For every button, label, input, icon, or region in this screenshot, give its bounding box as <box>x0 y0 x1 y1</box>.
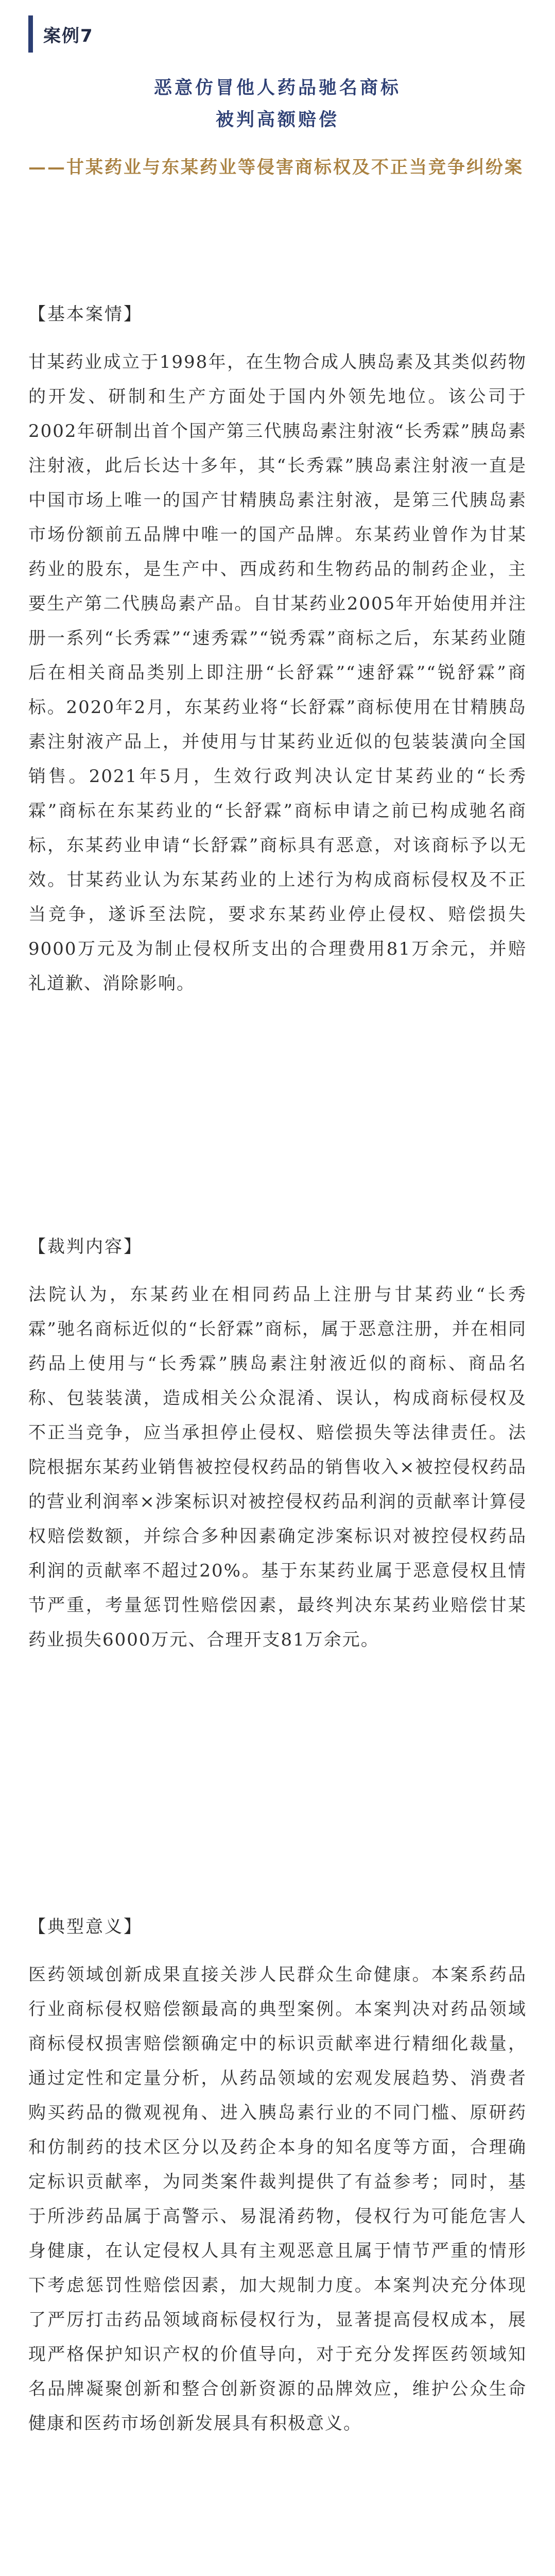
section-heading-basic-facts: 【基本案情】 <box>28 304 143 325</box>
section-body-significance: 医药领域创新成果直接关涉人民群众生命健康。本案系药品行业商标侵权赔偿额最高的典型案例。本案判决对药品领域商标侵权损害赔偿额确定中的标识贡献率进行精细化裁量，通过定性和定量分析，从药品领域的宏观发展趋势、消费者购买药品的微观视角、进入胰岛素行业的不同门槛、原研药和仿制药的技术区分以及药企本身的知名度等方面，合理确定标识贡献率，为同类案件裁判提供了有益参考；同时，基于所涉药品属于高警示、易混淆药物，侵权行为可能危害人身健康，在认定侵权人具有主观恶意且属于情节严重的情形下考虑惩罚性赔偿因素，加大规制力度。本案判决充分体现了严厉打击药品领域商标侵权行为，显著提高侵权成本，展现严格保护知识产权的价值导向，对于充分发挥医药领域知名品牌凝聚创新和整合创新资源的品牌效应，维护公众生命健康和医药市场创新发展具有积极意义。 <box>28 1964 527 2434</box>
section-body-ruling: 法院认为，东某药业在相同药品上注册与甘某药业“长秀霖”驰名商标近似的“长舒霖”商标，属于恶意注册，并在相同药品上使用与“长秀霖”胰岛素注射液近似的商标、商品名称、包装装潢，造成相关公众混淆、误认，构成商标侵权及不正当竞争，应当承担停止侵权、赔偿损失等法律责任。法院根据东某药业销售被控侵权药品的销售收入×被控侵权药品的营业利润率×涉案标识对被控侵权药品利润的贡献率计算侵权赔偿数额，并综合多种因素确定涉案标识对被控侵权药品利润的贡献率不超过20%。基于东某药业属于恶意侵权且情节严重，考量惩罚性赔偿因素，最终判决东某药业赔偿甘某药业损失6000万元、合理开支81万余元。 <box>28 1284 527 1650</box>
section-ruling <box>28 1231 527 1657</box>
article-title <box>0 72 555 136</box>
section-heading-significance: 【典型意义】 <box>28 1917 143 1937</box>
section-significance <box>28 1911 527 2441</box>
section-basic-facts <box>28 299 527 1001</box>
case-accent-bar <box>28 15 33 53</box>
article-subtitle: ——甘某药业与东某药业等侵害商标权及不正当竞争纠纷案 <box>28 157 524 178</box>
title-line-1: 恶意仿冒他人药品驰名商标 <box>153 77 401 98</box>
title-line-2: 被判高额赔偿 <box>215 109 339 130</box>
section-body-basic-facts: 甘某药业成立于1998年，在生物合成人胰岛素及其类似药物的开发、研制和生产方面处于国内外领先地位。该公司于2002年研制出首个国产第三代胰岛素注射液“长秀霖”胰岛素注射液，此后长达十多年，其“长秀霖”胰岛素注射液一直是中国市场上唯一的国产甘精胰岛素注射液，是第三代胰岛素市场份额前五品牌中唯一的国产品牌。东某药业曾作为甘某药业的股东，是生产中、西成药和生物药品的制药企业，主要生产第二代胰岛素产品。自甘某药业2005年开始使用并注册一系列“长秀霖”“速秀霖”“锐秀霖”商标之后，东某药业随后在相关商品类别上即注册“长舒霖”“速舒霖”“锐舒霖”商标。2020年2月，东某药业将“长舒霖”商标使用在甘精胰岛素注射液产品上，并使用与甘某药业近似的包装装潢向全国销售。2021年5月，生效行政判决认定甘某药业的“长秀霖”商标在东某药业的“长舒霖”商标申请之前已构成驰名商标，东某药业申请“长舒霖”商标具有恶意，对该商标予以无效。甘某药业认为东某药业的上述行为构成商标侵权及不正当竞争，遂诉至法院，要求东某药业停止侵权、赔偿损失9000万元及为制止侵权所支出的合理费用81万余元，并赔礼道歉、消除影响。 <box>28 352 527 994</box>
case-label: 案例7 <box>43 25 94 46</box>
section-heading-ruling: 【裁判内容】 <box>28 1236 143 1257</box>
case-header <box>28 15 94 53</box>
